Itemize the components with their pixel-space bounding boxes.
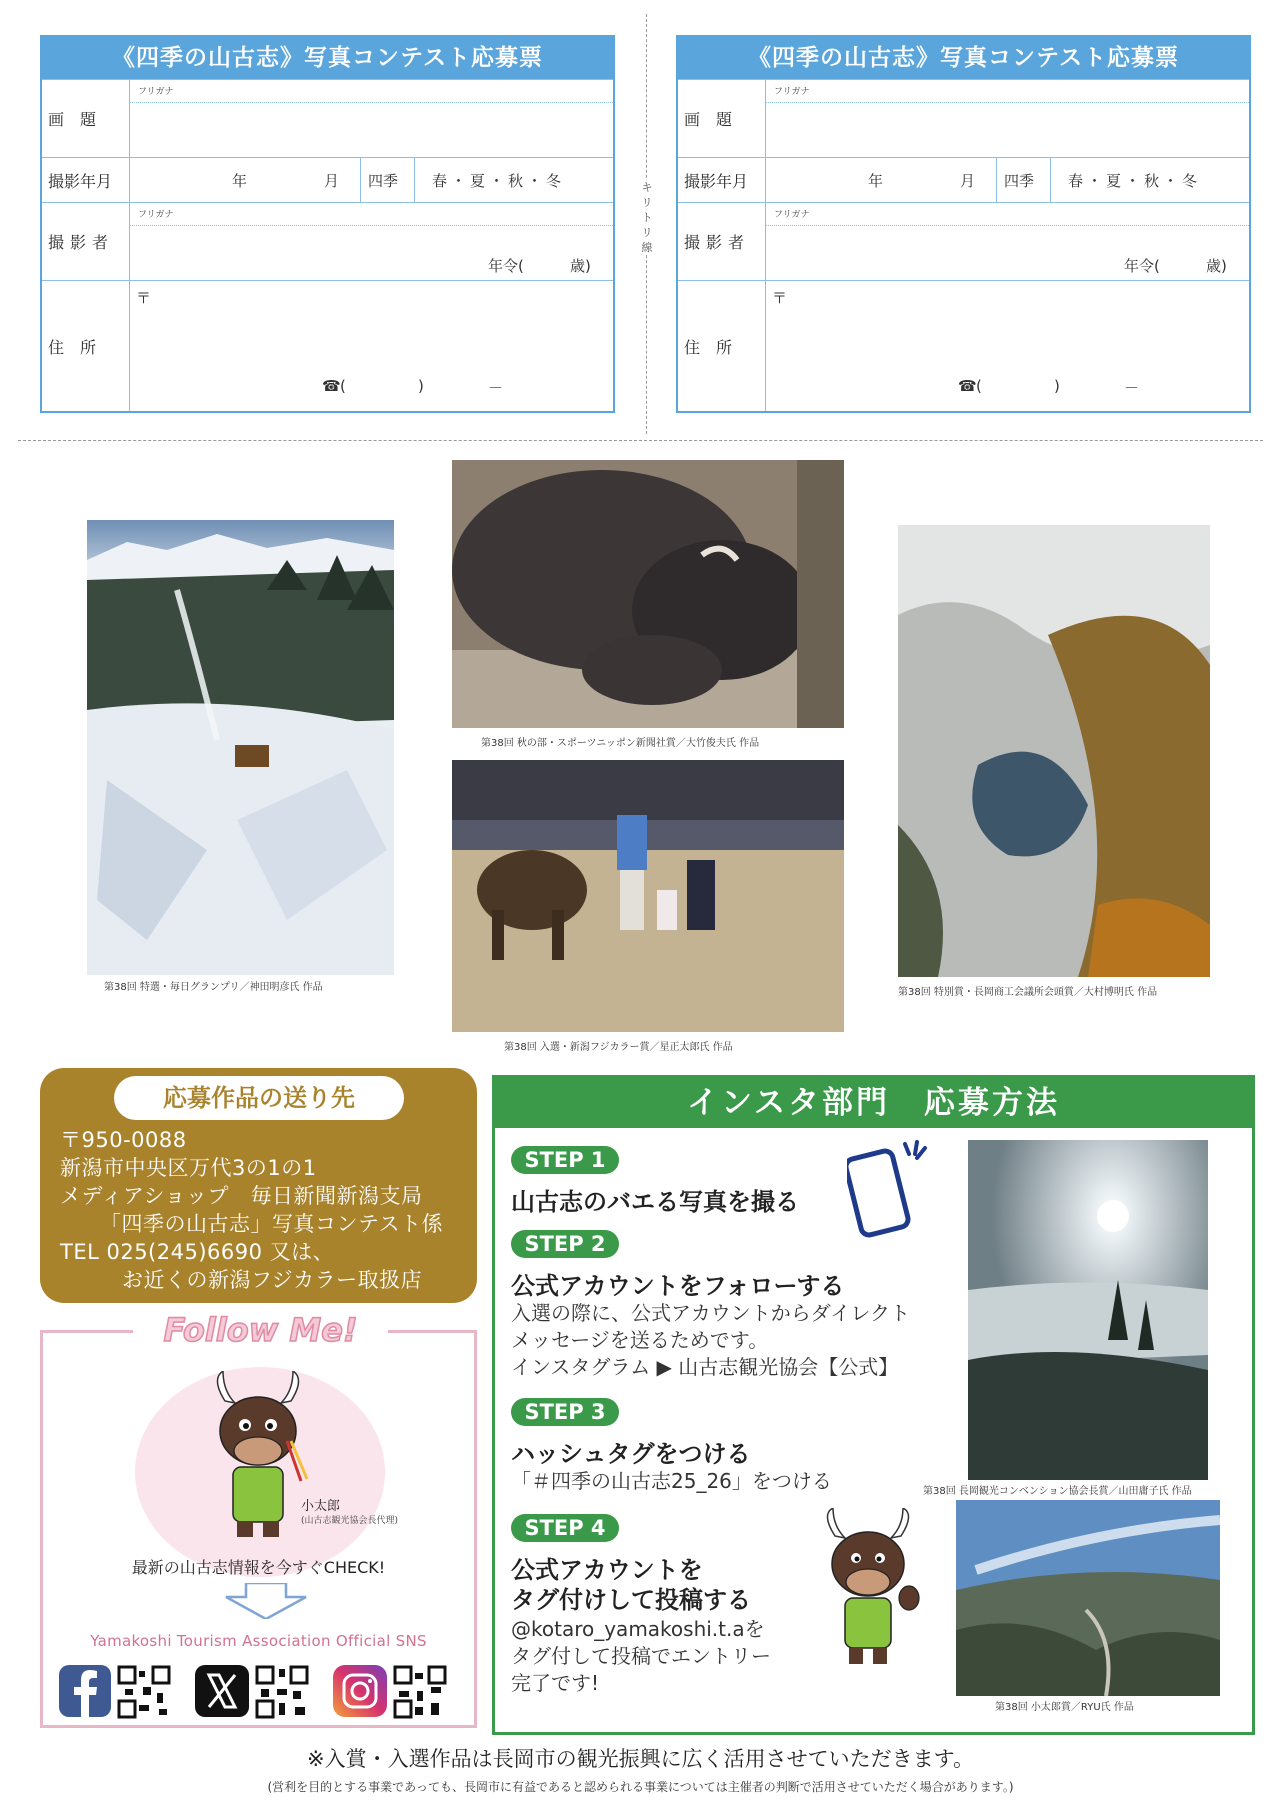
phone-icon: ☎ [958, 377, 977, 395]
label-title: 画 題 [678, 80, 766, 157]
step-4-body-3: 完了です! [511, 1671, 600, 1695]
phone-dash: － [488, 379, 504, 397]
address-heading: 応募作品の送り先 [114, 1076, 404, 1120]
cell-divider [996, 158, 997, 202]
phone-close: ) [1054, 377, 1060, 395]
sns-label: Yamakoshi Tourism Association Official SNS [90, 1632, 427, 1650]
step-4-badge: STEP 4 [511, 1514, 619, 1542]
label-date: 撮影年月 [42, 158, 130, 202]
furigana-label: フリガナ [774, 87, 810, 97]
dotted-divider [766, 225, 1249, 226]
check-text: 最新の山古志情報を今すぐCHECK! [131, 1558, 386, 1577]
step-2-badge: STEP 2 [511, 1230, 619, 1258]
furigana-label: フリガナ [138, 210, 174, 220]
cut-line-label: キリトリ線 [639, 180, 655, 255]
furigana-label: フリガナ [138, 87, 174, 97]
form-row-address [42, 280, 613, 411]
step-4-title-2: タグ付けして投稿する [511, 1586, 751, 1614]
step-1-badge: STEP 1 [511, 1146, 619, 1174]
postal-mark: 〒 [772, 289, 788, 307]
cell-divider [414, 158, 415, 202]
cut-line-horizontal [18, 440, 1263, 441]
follow-me-box [40, 1311, 477, 1728]
phone-open: ( [340, 377, 346, 395]
step-2-body-3: インスタグラム ▶ 山古志観光協会【公式】 [511, 1355, 899, 1379]
title-field[interactable] [134, 106, 607, 151]
label-title: 画 題 [42, 80, 130, 157]
mascot-waving-icon [813, 1508, 923, 1668]
furigana-label: フリガナ [774, 210, 810, 220]
facebook-qr-icon[interactable] [117, 1665, 171, 1719]
step-4-title-1: 公式アカウントを [511, 1556, 703, 1584]
form-row-date [42, 157, 613, 202]
seasons-options[interactable]: 春・夏・秋・冬 [1068, 172, 1202, 190]
address-alt: お近くの新潟フジカラー取扱店 [122, 1268, 423, 1292]
phone-close: ) [418, 377, 424, 395]
form-row-title [42, 79, 613, 157]
smartphone-icon [847, 1138, 942, 1238]
postal-mark: 〒 [136, 289, 152, 307]
caption-bull-walk: 第38回 入選・新潟フジカラー賞／星正太郎氏 作品 [504, 1042, 733, 1053]
caption-snow: 第38回 特選・毎日グランプリ／神田明彦氏 作品 [104, 982, 323, 993]
step-3-badge: STEP 3 [511, 1398, 619, 1426]
caption-aerial: 第38回 特別賞・長岡商工会議所会頭賞／大村博明氏 作品 [898, 987, 1158, 998]
address-attention: 「四季の山古志」写真コンテスト係 [100, 1212, 444, 1236]
dotted-divider [130, 102, 613, 103]
label-address: 住 所 [678, 281, 766, 411]
form-row-title [678, 79, 1249, 157]
caption-sun: 第38回 長岡観光コンベンション協会長賞／山田庸子氏 作品 [923, 1486, 1192, 1497]
step-2-body-1: 入選の際に、公式アカウントからダイレクト [511, 1301, 910, 1325]
photo-snow-landscape [87, 520, 394, 975]
age-close: 歳) [1206, 257, 1227, 275]
label-address: 住 所 [42, 281, 130, 411]
photo-bull-walk [452, 760, 844, 1032]
x-qr-icon[interactable] [255, 1665, 309, 1719]
mascot-kotaro-icon [203, 1371, 313, 1541]
cell-divider [360, 158, 361, 202]
season-label: 四季 [1004, 172, 1035, 190]
season-label: 四季 [368, 172, 399, 190]
cell-divider [1050, 158, 1051, 202]
age-open: 年令( [1124, 257, 1160, 275]
instagram-heading: インスタ部門 応募方法 [495, 1078, 1252, 1128]
usage-subnote: (営利を目的とする事業であっても、長岡市に有益であると認められる事業については主催者の判断で活用させていただく場合があります。) [267, 1780, 1014, 1794]
label-photographer: 撮影者 [42, 203, 130, 280]
caption-bullfight: 第38回 秋の部・スポーツニッポン新聞社賞／大竹俊夫氏 作品 [481, 738, 760, 749]
form-title: 《四季の山古志》写真コンテスト応募票 [42, 37, 613, 79]
arrow-down-icon [221, 1583, 311, 1619]
photo-valley [956, 1500, 1220, 1696]
instagram-icon[interactable] [333, 1665, 387, 1717]
age-close: 歳) [570, 257, 591, 275]
photo-bullfight [452, 460, 844, 728]
step-2-title: 公式アカウントをフォローする [511, 1272, 845, 1300]
instagram-qr-icon[interactable] [393, 1665, 447, 1719]
phone-icon: ☎ [322, 377, 341, 395]
step-1-title: 山古志のバエる写真を撮る [511, 1188, 799, 1216]
year-label: 年 [232, 172, 248, 190]
dotted-divider [766, 102, 1249, 103]
year-label: 年 [868, 172, 884, 190]
month-label: 月 [324, 172, 340, 190]
form-row-photographer [42, 202, 613, 280]
submission-address-box [40, 1068, 477, 1303]
follow-me-heading: Follow Me! [133, 1311, 388, 1355]
photo-aerial-terraces [898, 525, 1210, 977]
step-3-body: 「＃四季の山古志25_26」をつける [511, 1469, 832, 1493]
mascot-name: 小太郎 [301, 1499, 341, 1514]
phone-open: ( [976, 377, 982, 395]
phone-dash: － [1124, 379, 1140, 397]
age-open: 年令( [488, 257, 524, 275]
title-field[interactable] [770, 106, 1243, 151]
month-label: 月 [960, 172, 976, 190]
form-title: 《四季の山古志》写真コンテスト応募票 [678, 37, 1249, 79]
x-icon[interactable] [195, 1665, 249, 1717]
step-3-title: ハッシュタグをつける [511, 1440, 751, 1468]
step-2-body-2: メッセージを送るためです。 [511, 1328, 769, 1352]
dotted-divider [130, 225, 613, 226]
usage-note: ※入賞・入選作品は長岡市の観光振興に広く活用させていただきます。 [307, 1747, 974, 1771]
seasons-options[interactable]: 春・夏・秋・冬 [432, 172, 566, 190]
mascot-role: (山古志観光協会長代理) [301, 1516, 399, 1526]
step-4-body-2: タグ付して投稿でエントリー [511, 1644, 771, 1668]
label-date: 撮影年月 [678, 158, 766, 202]
facebook-icon[interactable] [59, 1665, 111, 1717]
label-photographer: 撮影者 [678, 203, 766, 280]
step-4-body-1: @kotaro_yamakoshi.t.aを [511, 1617, 765, 1641]
instagram-entry-box [492, 1075, 1255, 1735]
address-postal: 〒950-0088 [60, 1128, 187, 1152]
form-row-date [678, 157, 1249, 202]
address-phone: TEL 025(245)6690 又は、 [60, 1240, 335, 1264]
caption-valley: 第38回 小太郎賞／RYU氏 作品 [995, 1702, 1134, 1713]
address-office: メディアショップ 毎日新聞新潟支局 [60, 1184, 423, 1208]
entry-form-left [40, 35, 615, 413]
address-street: 新潟市中央区万代3の1の1 [60, 1156, 317, 1180]
form-row-photographer [678, 202, 1249, 280]
entry-form-right [676, 35, 1251, 413]
form-row-address [678, 280, 1249, 411]
photo-sunrise [968, 1140, 1208, 1480]
